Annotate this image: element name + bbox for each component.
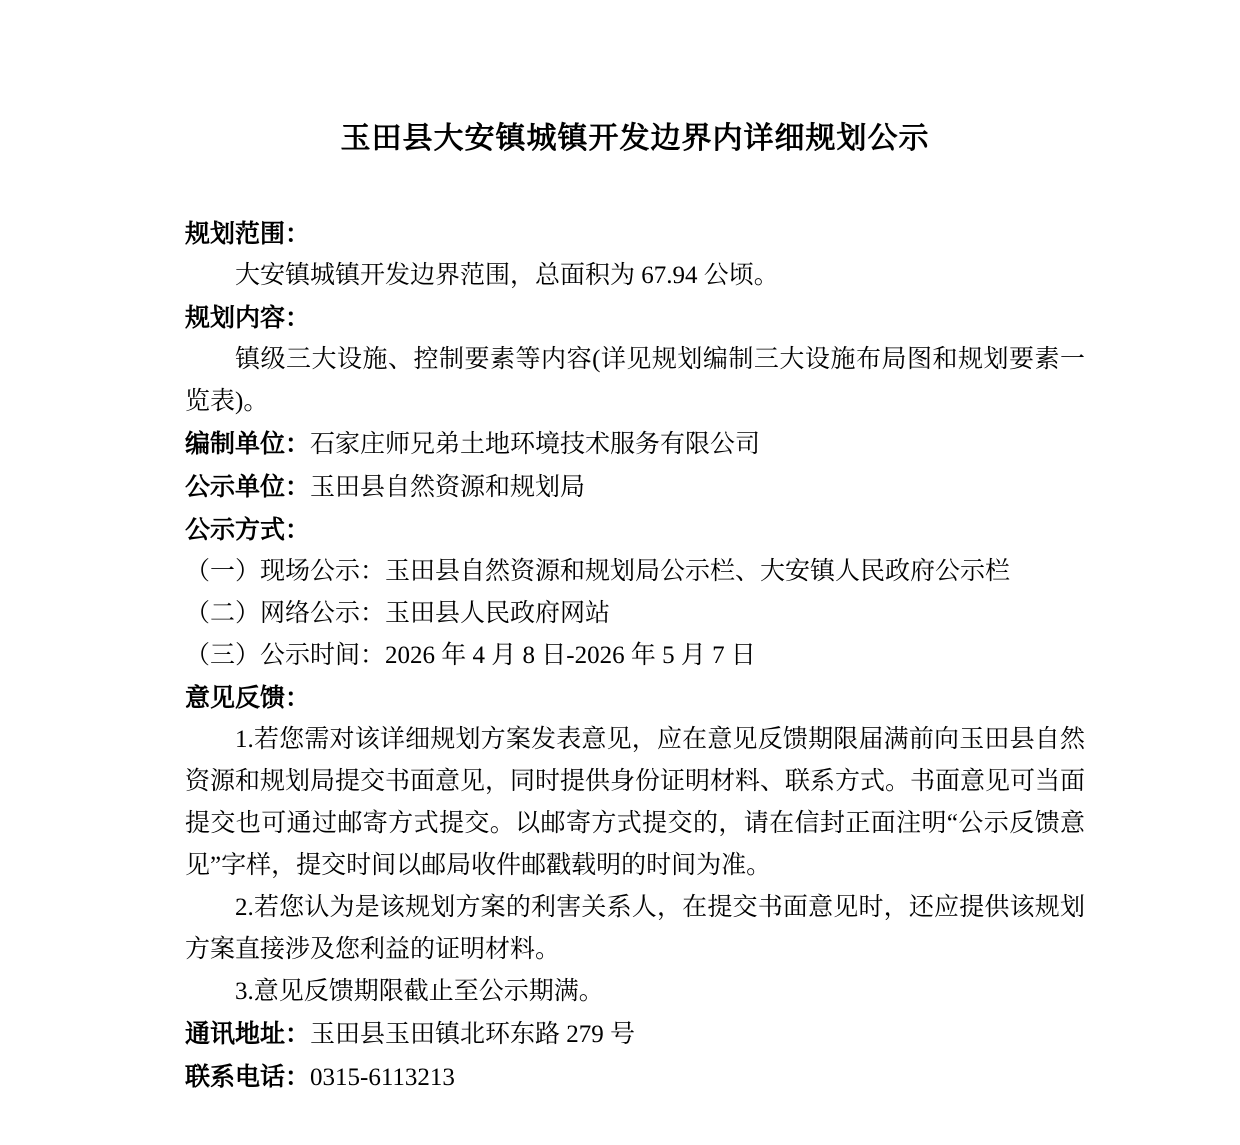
paragraph-planning-scope: 大安镇城镇开发边界范围，总面积为 67.94 公顷。 (235, 262, 779, 289)
section-heading-publicity-method: 公示方式： (185, 516, 311, 544)
field-label-contact-phone: 联系电话： (185, 1063, 311, 1091)
labeled-line-mailing-address (185, 1013, 1085, 1056)
labeled-line-publicity-unit (185, 466, 1085, 509)
field-label-publicity-unit: 公示单位： (185, 473, 311, 501)
field-value-compiling-unit: 石家庄师兄弟土地环境技术服务有限公司 (310, 431, 761, 458)
paragraph-feedback-item-3: 3.意见反馈期限截止至公示期满。 (235, 978, 604, 1005)
field-label-compiling-unit: 编制单位： (185, 430, 311, 458)
list-item-online-publicity: （二）网络公示：玉田县人民政府网站 (185, 600, 611, 627)
document-title: 玉田县大安镇城镇开发边界内详细规划公示 (340, 122, 930, 155)
paragraph-feedback-item-1: 1.若您需对该详细规划方案发表意见，应在意见反馈期限届满前向玉田县自然资源和规划局提交书面意见，同时提供身份证明材料、联系方式。书面意见可当面提交也可通过邮寄方式提交。以邮寄方式提交的，请在信封正面注明“公示反馈意见”字样，提交时间以邮局收件邮戳载明的时间为准。 (185, 726, 1086, 879)
section-heading-planning-content: 规划内容： (185, 304, 311, 332)
section-heading-feedback: 意见反馈： (185, 684, 311, 712)
section-heading-planning-scope: 规划范围： (185, 220, 311, 248)
list-item-publicity-period: （三）公示时间：2026 年 4 月 8 日-2026 年 5 月 7 日 (185, 642, 756, 669)
field-value-contact-phone: 0315-6113213 (310, 1064, 455, 1091)
labeled-line-contact-phone (185, 1056, 1085, 1099)
paragraph-planning-content: 镇级三大设施、控制要素等内容(详见规划编制三大设施布局图和规划要素一览表)。 (185, 346, 1085, 415)
paragraph-feedback-item-2: 2.若您认为是该规划方案的利害关系人，在提交书面意见时，还应提供该规划方案直接涉及您利益的证明材料。 (185, 894, 1085, 963)
field-value-mailing-address: 玉田县玉田镇北环东路 279 号 (310, 1021, 636, 1048)
field-value-publicity-unit: 玉田县自然资源和规划局 (310, 474, 586, 501)
list-item-onsite-publicity: （一）现场公示：玉田县自然资源和规划局公示栏、大安镇人民政府公示栏 (185, 558, 1011, 585)
field-label-mailing-address: 通讯地址： (185, 1020, 311, 1048)
labeled-line-compiling-unit (185, 423, 1085, 466)
